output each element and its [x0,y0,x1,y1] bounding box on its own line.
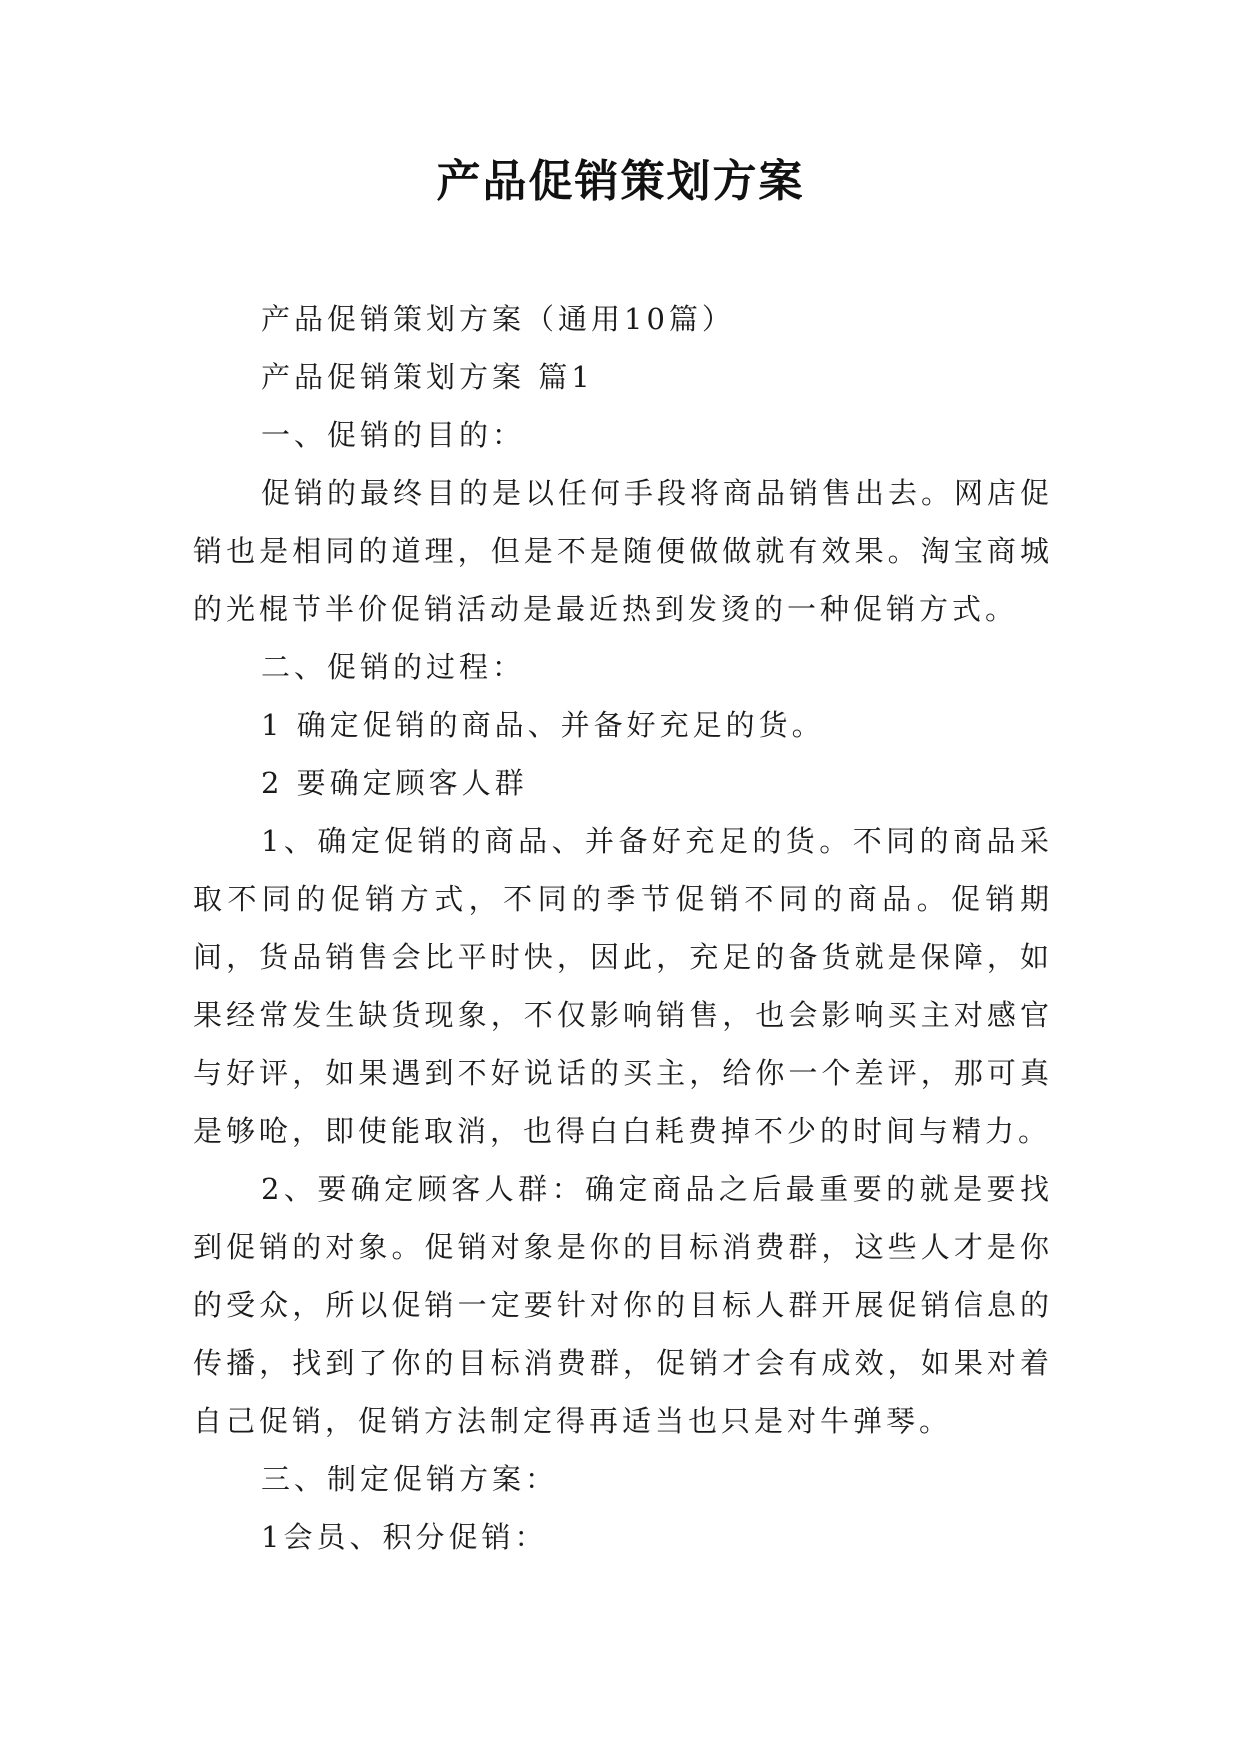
paragraph-subtitle: 产品促销策划方案（通用10篇） [261,302,735,336]
paragraph-heading-process: 二、促销的过程： [261,650,526,684]
document-body [193,290,1053,1566]
paragraph-customer-detail: 2、要确定顾客人群：确定商品之后最重要的就是要找到促销的对象。促销对象是你的目标消费群，这些人才是你的受众，所以促销一定要针对你的目标人群开展促销信息的传播，找到了你的目标消费群，促销才会有成效，如果对着自己促销，促销方法制定得再适当也只是对牛弹琴。 [193,1172,1053,1438]
paragraph-heading-purpose: 一、促销的目的： [261,418,526,452]
paragraph-heading-plan: 三、制定促销方案： [261,1462,559,1496]
paragraph-section-heading: 产品促销策划方案 篇1 [261,360,594,394]
paragraph-purpose: 促销的最终目的是以任何手段将商品销售出去。网店促销也是相同的道理，但是不是随便做做就有效果。淘宝商城的光棍节半价促销活动是最近热到发烫的一种促销方式。 [193,476,1054,626]
document-title: 产品促销策划方案 [436,156,805,207]
paragraph-plan-item-1: 1会员、积分促销： [261,1520,548,1554]
paragraph-process-item-2: 2 要确定顾客人群 [261,766,528,800]
paragraph-process-item-1: 1 确定促销的商品、并备好充足的货。 [261,708,825,742]
paragraph-goods-detail: 1、确定促销的商品、并备好充足的货。不同的商品采取不同的促销方式，不同的季节促销不同的商品。促销期间，货品销售会比平时快，因此，充足的备货就是保障，如果经常发生缺货现象，不仅影响销售，也会影响买主对感官与好评，如果遇到不好说话的买主，给你一个差评，那可真是够呛，即使能取消，也得白白耗费掉不少的时间与精力。 [193,824,1053,1148]
